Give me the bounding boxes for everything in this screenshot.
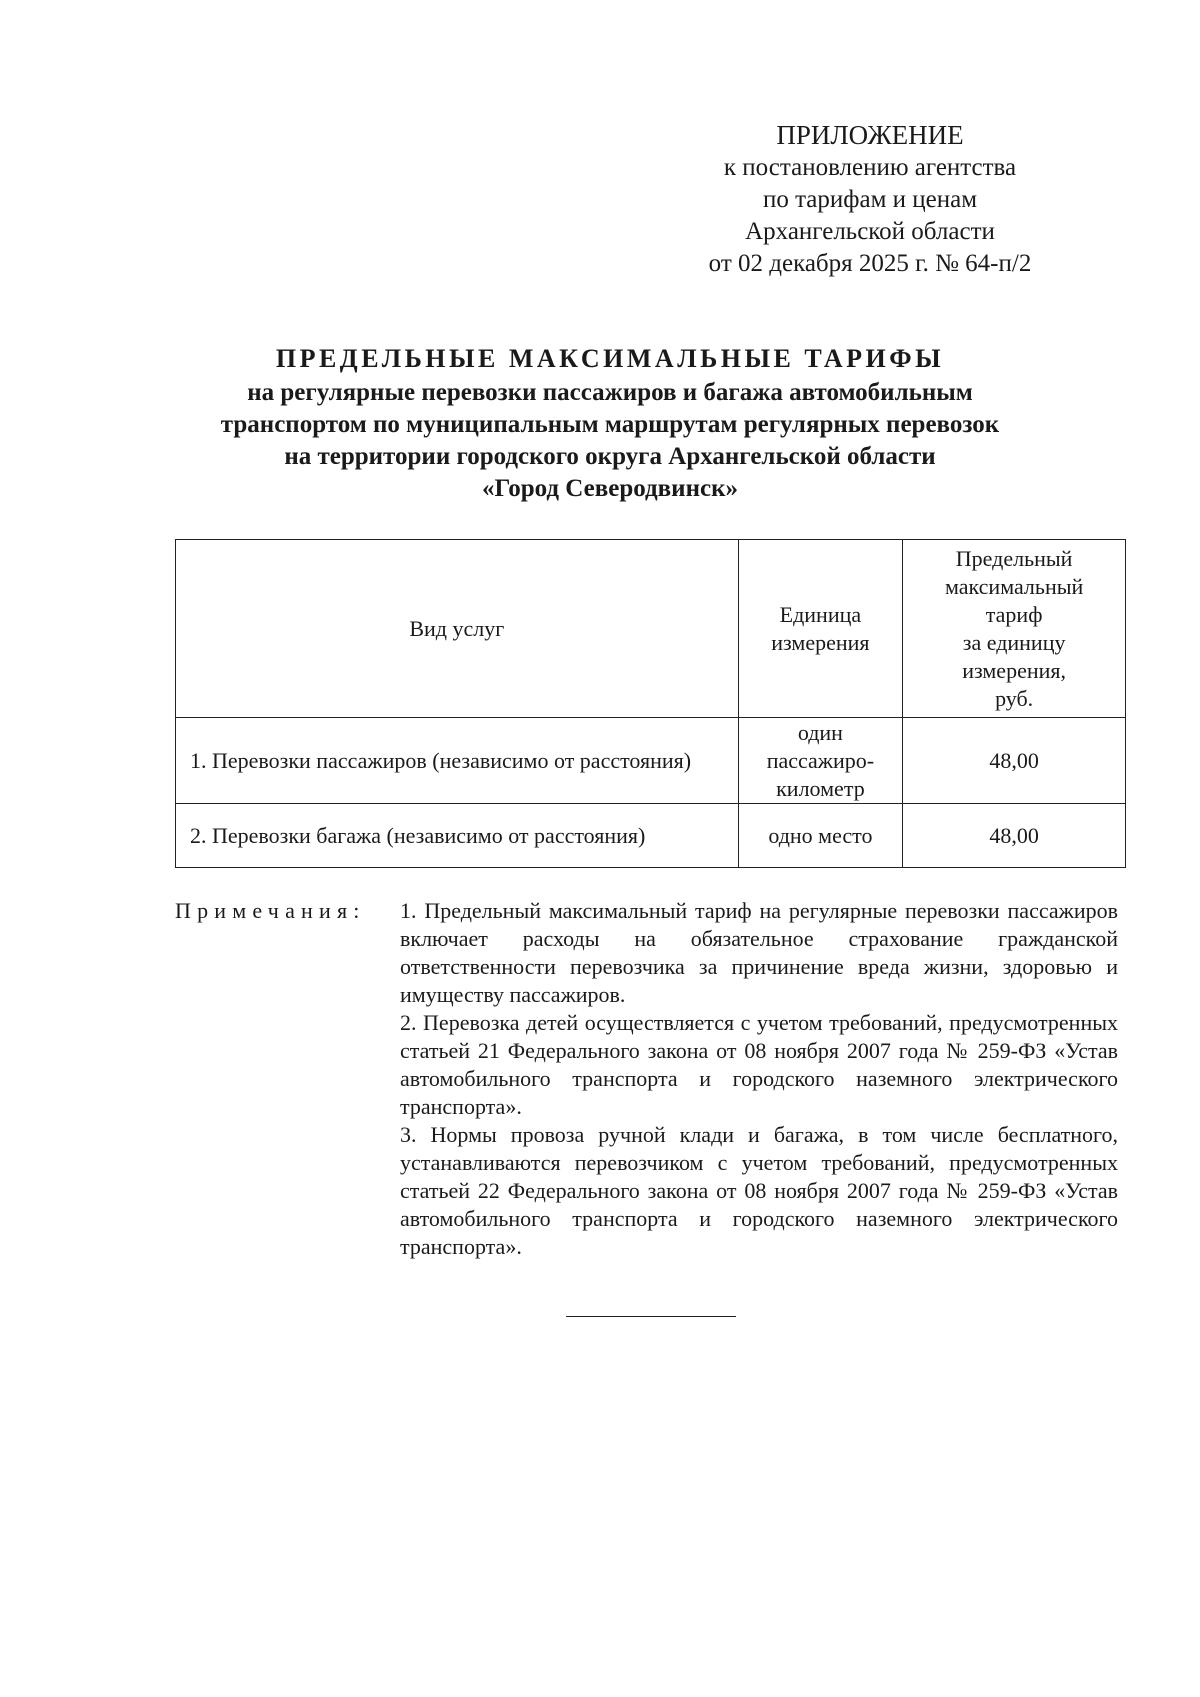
row-tariff: 48,00 bbox=[903, 804, 1126, 868]
table-row bbox=[176, 718, 1126, 804]
row-tariff: 48,00 bbox=[903, 718, 1126, 804]
row-unit: один пассажиро- километр bbox=[738, 718, 903, 804]
title-line: на регулярные перевозки пассажиров и багажа автомобильным bbox=[247, 379, 973, 406]
notes-label: Примечания: bbox=[175, 898, 366, 923]
title-main: ПРЕДЕЛЬНЫЕ МАКСИМАЛЬНЫЕ ТАРИФЫ bbox=[275, 344, 945, 373]
header-unit: Единица измерения bbox=[738, 540, 903, 718]
tariff-table bbox=[175, 539, 1126, 868]
appendix-date-number: от 02 декабря 2025 г. № 64-п/2 bbox=[708, 250, 1032, 277]
appendix-header bbox=[660, 118, 1080, 280]
signoff-divider bbox=[566, 1316, 736, 1317]
row-service: 1. Перевозки пассажиров (независимо от расстояния) bbox=[176, 718, 739, 804]
note-item: 2. Перевозка детей осуществляется с учетом требований, предусмотренных статьей 21 Федерального закона от 08 ноября 2007 года № 259-ФЗ «Устав автомобильного транспорта и городского наземного электрического транспорта». bbox=[400, 1010, 1118, 1119]
title-line: «Город Северодвинск» bbox=[482, 475, 738, 502]
document-title bbox=[150, 343, 1070, 505]
row-service: 2. Перевозки багажа (независимо от расстояния) bbox=[176, 804, 739, 868]
notes-list bbox=[400, 897, 1118, 1261]
appendix-line: Архангельской области bbox=[745, 218, 995, 245]
row-unit: одно место bbox=[738, 804, 903, 868]
appendix-title: ПРИЛОЖЕНИЕ bbox=[776, 120, 964, 150]
note-item: 3. Нормы провоза ручной клади и багажа, в том числе бесплатного, устанавливаются перевозчиком с учетом требований, предусмотренных статьей 22 Федерального закона от 08 ноября 2007 года № 259-ФЗ «Устав автомобильного транспорта и городского наземного электрического транспорта». bbox=[400, 1122, 1118, 1259]
title-line: транспортом по муниципальным маршрутам регулярных перевозок bbox=[220, 411, 1000, 438]
note-item: 1. Предельный максимальный тариф на регулярные перевозки пассажиров включает расходы на обязательное страхование гражданской ответственности перевозчика за причинение вреда жизни, здоровью и имуществу пассажиров. bbox=[400, 898, 1118, 1007]
appendix-line: к постановлению агентства bbox=[723, 154, 1017, 181]
table-header-row bbox=[176, 540, 1126, 718]
header-tariff: Предельный максимальный тариф за единицу измерения, руб. bbox=[903, 540, 1126, 718]
appendix-line: по тарифам и ценам bbox=[762, 186, 978, 213]
header-service: Вид услуг bbox=[176, 540, 739, 718]
title-line: на территории городского округа Архангельской области bbox=[284, 443, 936, 470]
table-row bbox=[176, 804, 1126, 868]
